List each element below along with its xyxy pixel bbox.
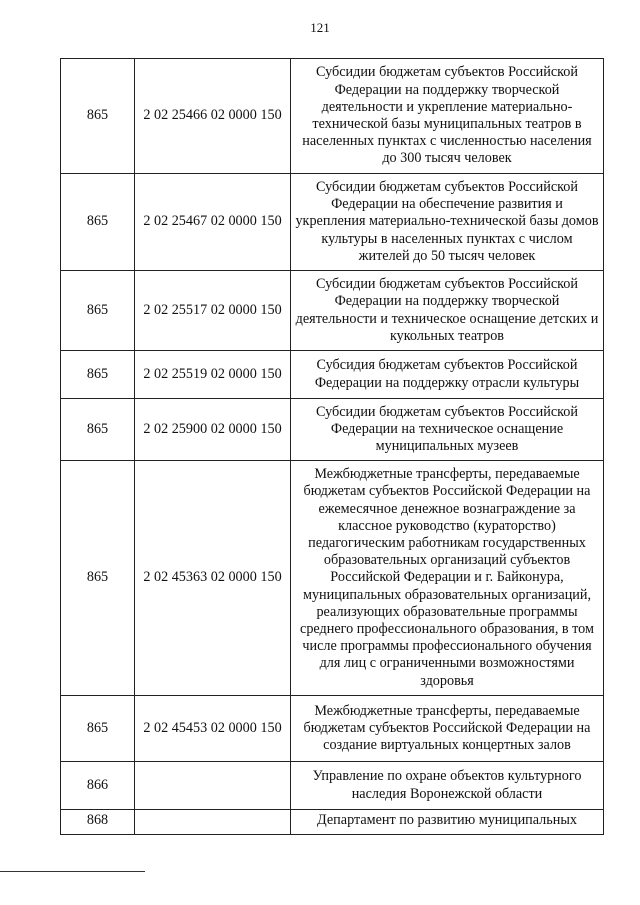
admin-code-cell: 865 <box>61 271 135 351</box>
table-row <box>61 174 604 271</box>
revenue-name-cell: Субсидия бюджетам субъектов Российской Федерации на поддержку отрасли культуры <box>291 351 604 399</box>
revenue-code-cell: 2 02 45453 02 0000 150 <box>135 696 291 762</box>
table-row <box>61 271 604 351</box>
budget-classification-table <box>60 58 604 835</box>
revenue-name-cell: Межбюджетные трансферты, передаваемые бюджетам субъектов Российской Федерации на ежемесячное денежное вознаграждение за классное руководство (кураторство) педагогическим работникам государственных образовательных организаций субъектов Российской Федерации и г. Байконура, муниципальных образовательных организаций, реализующих образовательные программы среднего профессионального образования, в том числе программы профессионального обучения для лиц с ограниченными возможностями здоровья <box>291 461 604 696</box>
table-row <box>61 59 604 174</box>
table-row <box>61 762 604 810</box>
table-row <box>61 696 604 762</box>
revenue-code-cell: 2 02 25466 02 0000 150 <box>135 59 291 174</box>
revenue-name-cell: Субсидии бюджетам субъектов Российской Федерации на поддержку творческой деятельности и укрепление материально-технической базы муниципальных театров в населенных пунктах с численностью населения до 300 тысяч человек <box>291 59 604 174</box>
table-row <box>61 461 604 696</box>
admin-code-cell: 865 <box>61 696 135 762</box>
revenue-code-cell <box>135 762 291 810</box>
admin-code-cell: 865 <box>61 461 135 696</box>
table-row <box>61 810 604 835</box>
admin-code-cell: 868 <box>61 810 135 835</box>
revenue-name-cell: Департамент по развитию муниципальных <box>291 810 604 835</box>
admin-code-cell: 865 <box>61 174 135 271</box>
revenue-name-cell: Управление по охране объектов культурного наследия Воронежской области <box>291 762 604 810</box>
revenue-code-cell: 2 02 25519 02 0000 150 <box>135 351 291 399</box>
revenue-code-cell: 2 02 25517 02 0000 150 <box>135 271 291 351</box>
table-row <box>61 399 604 461</box>
admin-code-cell: 866 <box>61 762 135 810</box>
admin-code-cell: 865 <box>61 351 135 399</box>
revenue-name-cell: Субсидии бюджетам субъектов Российской Федерации на обеспечение развития и укрепления материально-технической базы домов культуры в населенных пунктах с числом жителей до 50 тысяч человек <box>291 174 604 271</box>
revenue-code-cell: 2 02 25900 02 0000 150 <box>135 399 291 461</box>
revenue-name-cell: Межбюджетные трансферты, передаваемые бюджетам субъектов Российской Федерации на создание виртуальных концертных залов <box>291 696 604 762</box>
table-row <box>61 351 604 399</box>
revenue-code-cell: 2 02 45363 02 0000 150 <box>135 461 291 696</box>
footnote-separator <box>0 871 145 872</box>
revenue-name-cell: Субсидии бюджетам субъектов Российской Федерации на техническое оснащение муниципальных музеев <box>291 399 604 461</box>
revenue-name-cell: Субсидии бюджетам субъектов Российской Федерации на поддержку творческой деятельности и техническое оснащение детских и кукольных театров <box>291 271 604 351</box>
revenue-code-cell: 2 02 25467 02 0000 150 <box>135 174 291 271</box>
admin-code-cell: 865 <box>61 399 135 461</box>
admin-code-cell: 865 <box>61 59 135 174</box>
revenue-code-cell <box>135 810 291 835</box>
page-number: 121 <box>310 20 330 35</box>
